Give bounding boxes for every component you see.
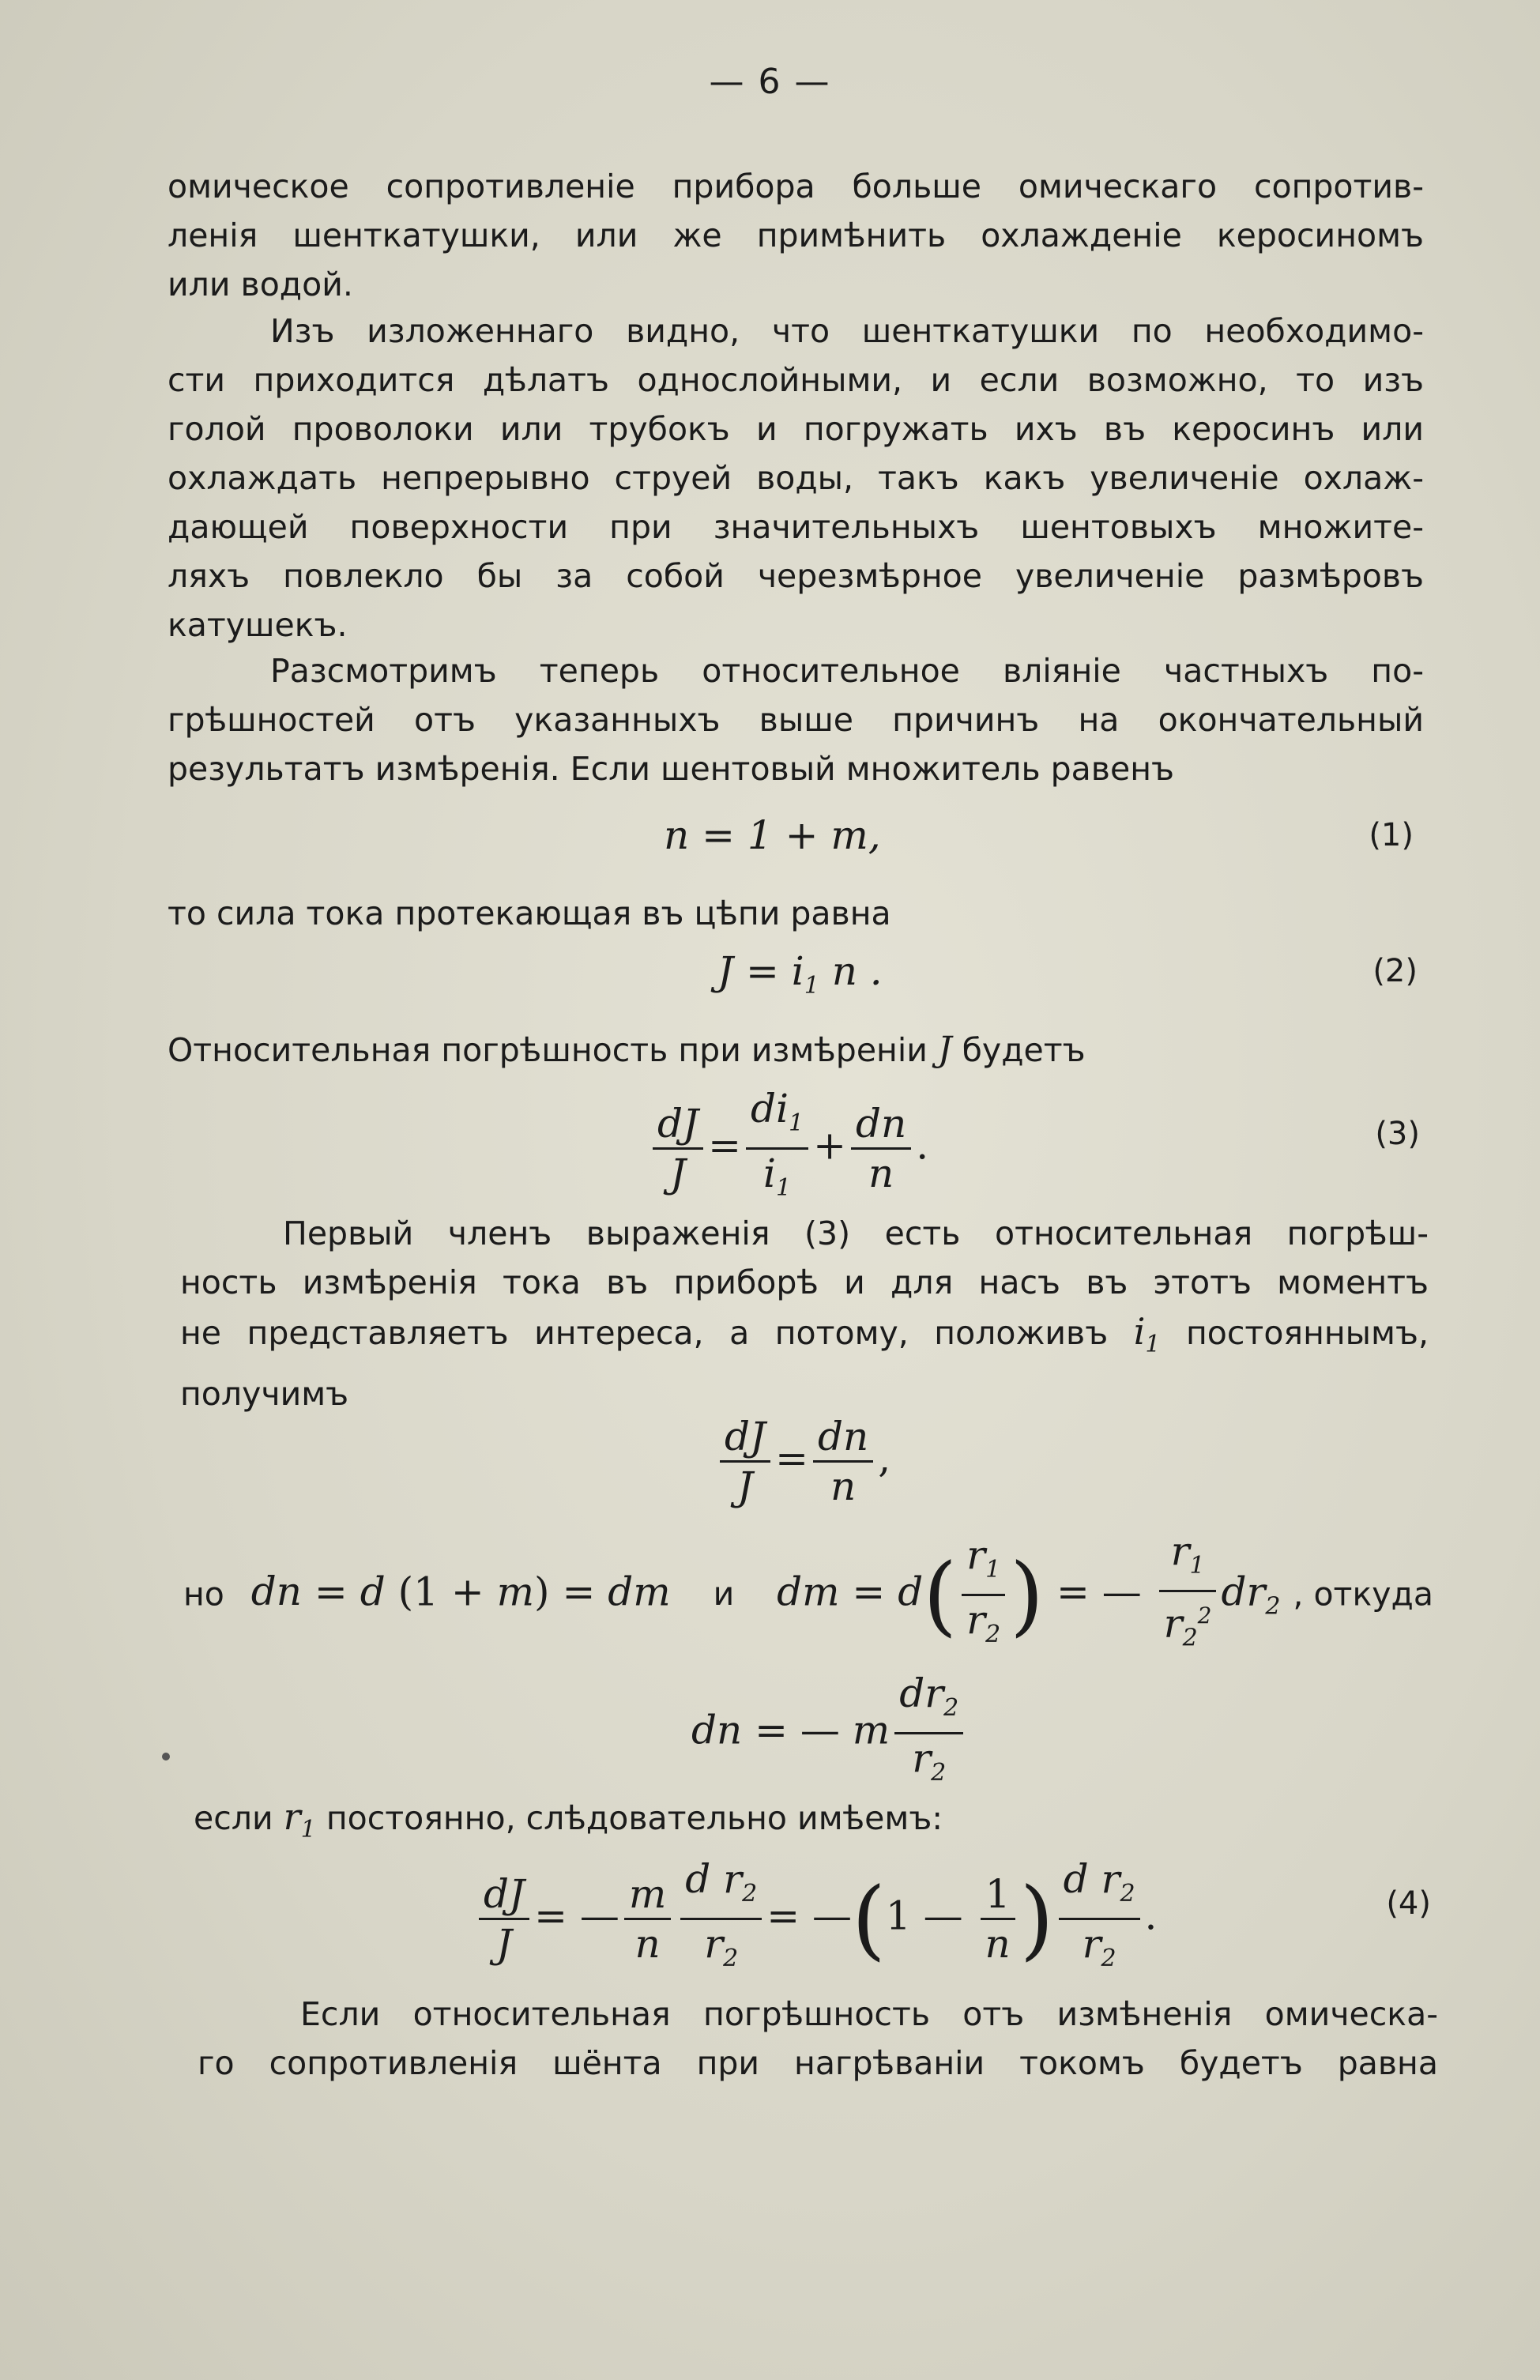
equation-2 — [717, 948, 883, 1000]
page-number: — 6 — — [709, 62, 831, 102]
text-no: но — [183, 1575, 224, 1614]
equation-djj-dnn: $\frac{dJ}{J}$ = $\frac{dn}{n}$ , — [715, 1414, 890, 1508]
equation-3: $\frac{dJ}{J}$ = $\frac{di_1}{i_1}$ + $\frac{dn}{n}$ . — [648, 1086, 928, 1211]
paragraph-3 — [168, 646, 1424, 793]
text-line: Изъ изложеннаго видно, что шенткатушки по необходимо- — [270, 312, 1424, 350]
eq2-lhs: J = i — [717, 948, 804, 994]
text-line: омическое сопротивленіе прибора больше омическаго сопротив- — [168, 168, 1424, 205]
equation-number-3: (3) — [1375, 1116, 1420, 1152]
symbol-J: J — [937, 1030, 952, 1070]
text-relative — [168, 1026, 1424, 1075]
text-whence: , откуда — [1293, 1575, 1433, 1614]
eq2-sub: 1 — [804, 972, 819, 1000]
equation-number-1: (1) — [1369, 817, 1414, 853]
text-fragment: постоянно, слѣдовательно имѣемъ: — [326, 1799, 943, 1837]
text-line: дающей поверхности при значительныхъ шентовыхъ множите- — [168, 508, 1424, 546]
text-line: Первый членъ выраженія (3) есть относительная погрѣш- — [283, 1214, 1429, 1252]
text-current — [168, 889, 1424, 938]
text-line: то сила тока протекающая въ цѣпи равна — [168, 894, 891, 932]
text-fragment: если — [194, 1799, 273, 1837]
text-line: охлаждать непрерывно струей воды, такъ какъ увеличеніе охлаж- — [168, 459, 1424, 497]
text-line: ность измѣренія тока въ приборѣ и для насъ въ этотъ моментъ — [180, 1263, 1429, 1301]
equation-1: n = 1 + m, — [664, 812, 881, 858]
equation-4: $\frac{dJ}{J}$ = — $\frac{m}{n}$ $\frac{d r_2}{r_2}$ = —(1 — $\frac{1}{n}$ ) $\frac{d r_2}{r_2}$ . — [474, 1857, 1157, 1981]
text-line: сти приходится дѣлатъ однослойными, и если возможно, то изъ — [168, 361, 1424, 399]
text-if — [194, 1792, 1450, 1855]
text-line: или водой. — [168, 265, 353, 303]
text-line: будетъ — [962, 1031, 1086, 1069]
paragraph-5 — [198, 1990, 1438, 2088]
symbol-i1: $i_1$ — [1133, 1310, 1161, 1359]
text-line: катушекъ. — [168, 606, 348, 644]
text-line: го сопротивленія шёнта при нагрѣваніи токомъ будетъ равна — [198, 2044, 1438, 2082]
text-line: ляхъ повлекло бы за собой черезмѣрное увеличеніе размѣровъ — [168, 557, 1424, 595]
equation-number-4: (4) — [1386, 1885, 1431, 1922]
text-line: Разсмотримъ теперь относительное вліяніе частныхъ по- — [270, 652, 1424, 690]
text-line: ленія шенткатушки, или же примѣнить охлажденіе керосиномъ — [168, 217, 1424, 254]
text-fragment: не представляетъ интереса, а потому, положивъ — [180, 1314, 1109, 1352]
text-line: результатъ измѣренія. Если шентовый множитель равенъ — [168, 750, 1174, 788]
equation-dn: dn = — m $\frac{dr_2}{r_2}$ — [691, 1671, 968, 1795]
text-line — [180, 1307, 1429, 1369]
text-and: и — [713, 1575, 735, 1614]
text-line: Относительная погрѣшность при измѣреніи — [168, 1031, 928, 1069]
eq2-rhs: n . — [819, 948, 883, 994]
text-fragment: постояннымъ, — [1186, 1314, 1429, 1352]
text-line: голой проволоки или трубокъ и погружать ихъ въ керосинъ или — [168, 410, 1424, 448]
text-line: получимъ — [180, 1375, 349, 1414]
text-line: грѣшностей отъ указанныхъ выше причинъ на окончательный — [168, 701, 1424, 739]
ink-speck — [162, 1753, 170, 1761]
equation-dn-dm: но dn = d (1 + m) = dm и dm = d( $\frac{r_1}{r_2}$ ) = — $\frac{r_1}{r_2^2}$ $dr_2$ , откуда — [183, 1528, 1433, 1652]
paragraph-2 — [168, 307, 1424, 650]
symbol-r1: $r_1$ — [283, 1795, 316, 1844]
paragraph-4 — [180, 1209, 1429, 1418]
paragraph-1 — [168, 162, 1424, 309]
text-line: Если относительная погрѣшность отъ измѣненія омическа- — [300, 1995, 1438, 2033]
equation-number-2: (2) — [1372, 953, 1418, 989]
